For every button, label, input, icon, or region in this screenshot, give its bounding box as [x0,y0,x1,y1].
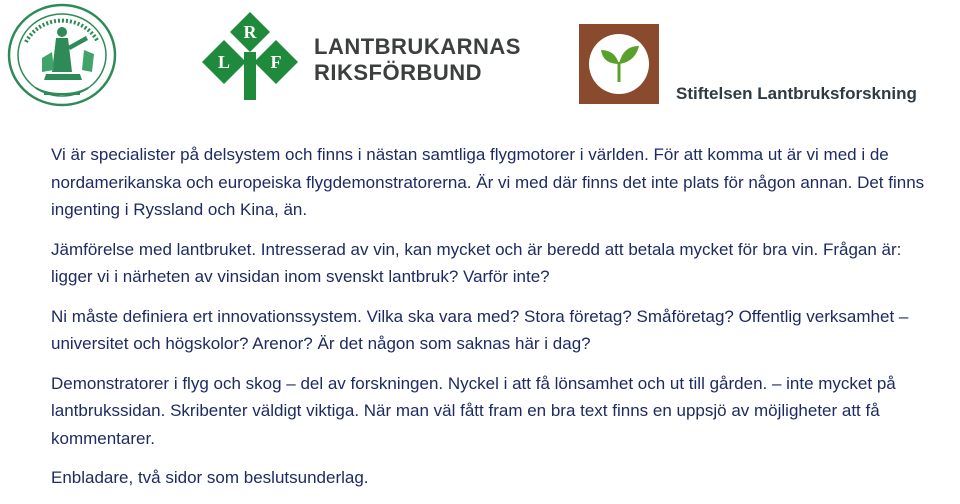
paragraph-2: Jämförelse med lantbruket. Intresserad av vin, kan mycket och är beredd att betala mycket för bra vin. Frågan är: ligger vi i närheten av vinsidan inom svenskt lantbruk? Varför inte? [51,239,902,286]
seedling-logo [579,24,659,104]
paragraph-1: Vi är specialister på delsystem och finns i nästan samtliga flygmotorer i världen. För att komma ut är vi med i de nordamerikanska och europeiska flygdemonstratorerna. Är vi med där finns det inte plats för någon annan. Det finns ingenting i Ryssland och Kina, än. [51,145,925,219]
lrf-diamond-logo [196,10,304,102]
lrf-name-line1: LANTBRUKARNAS [314,34,521,59]
lrf-wordmark [314,34,521,86]
lrf-letter-r: R [243,22,257,42]
academy-seal-logo [6,2,118,108]
lrf-name-line2: RIKSFÖRBUND [314,60,483,85]
paragraph-4: Demonstratorer i flyg och skog – del av forskningen. Nyckel i att få lönsamhet och ut till gården. – inte mycket på lantbrukssidan. Skribenter väldigt viktiga. När man väl fått fram en bra text finns en uppsjö av möjligheter att få kommentarer. [51,373,896,448]
lrf-letter-l: L [217,52,231,72]
document-body [51,141,931,504]
lrf-letter-f: F [270,52,282,72]
sl-wordmark: Stiftelsen Lantbruksforskning [676,84,917,103]
logo-header [0,0,960,120]
paragraph-3: Ni måste definiera ert innovationssystem. Vilka ska vara med? Stora företag? Småföretag? Offentlig verksamhet – universitet och högskolor? Arenor? Är det någon som saknas här i dag? [51,306,909,353]
paragraph-5: Enbladare, två sidor som beslutsunderlag. [51,468,369,487]
